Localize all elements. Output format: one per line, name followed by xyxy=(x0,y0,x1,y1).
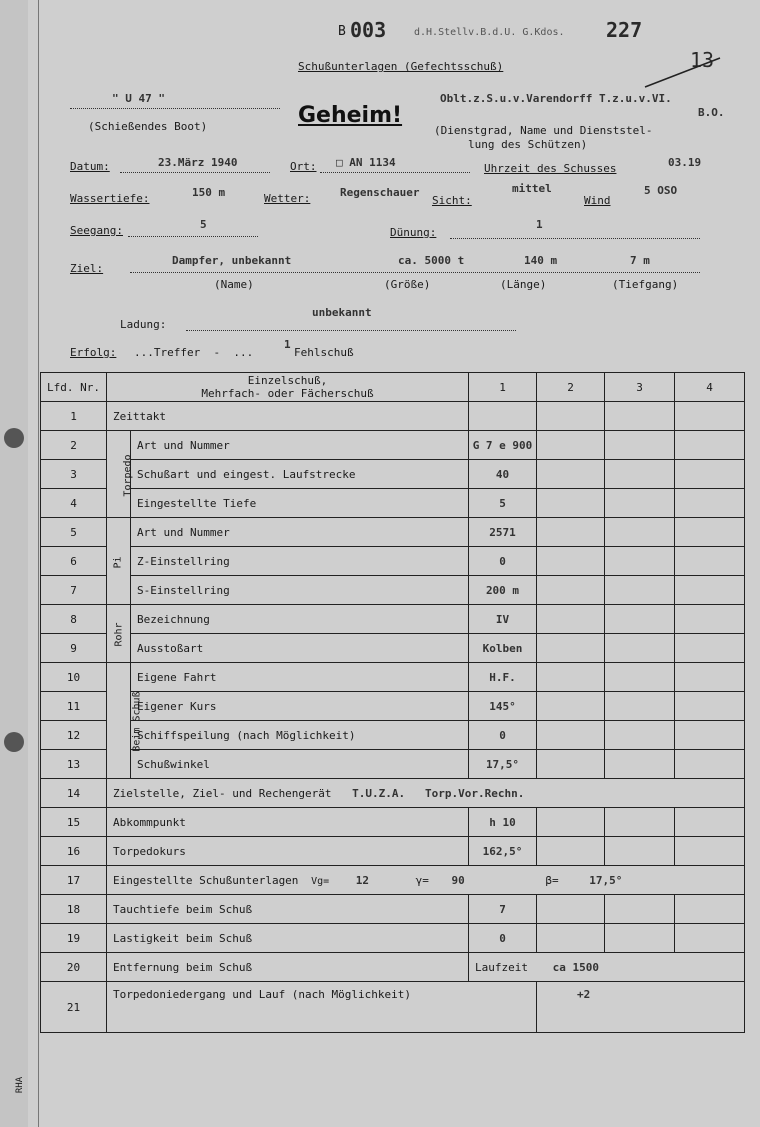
ziel-tiefgang: 7 m xyxy=(630,254,650,267)
row-nr: 17 xyxy=(41,866,107,895)
group-torpedo-label: Torpedo xyxy=(122,453,134,497)
document-title: Schußunterlagen (Gefechtsschuß) xyxy=(298,60,504,73)
table-row xyxy=(41,779,745,808)
row-value: h 10 xyxy=(469,808,537,837)
row-label: Schußwinkel xyxy=(131,750,469,779)
shooter-label-2: lung des Schützen) xyxy=(468,138,588,151)
ort-label: Ort: xyxy=(290,160,317,173)
duenung-value: 1 xyxy=(536,218,543,231)
row-empty xyxy=(605,895,675,924)
sicht-value: mittel xyxy=(512,182,552,195)
row-nr: 2 xyxy=(41,431,107,460)
row-empty xyxy=(675,808,745,837)
table-row xyxy=(41,721,745,750)
row-empty xyxy=(537,924,605,953)
datum-value: 23.März 1940 xyxy=(158,156,238,169)
row-empty xyxy=(675,692,745,721)
boat-dotline xyxy=(70,108,280,109)
row-empty xyxy=(537,576,605,605)
row-empty xyxy=(675,837,745,866)
row-label: Zeittakt xyxy=(107,402,469,431)
row-label: Ausstoßart xyxy=(131,634,469,663)
row-value: H.F. xyxy=(469,663,537,692)
row-empty xyxy=(675,663,745,692)
group-pi xyxy=(107,518,131,605)
row-empty xyxy=(605,721,675,750)
ziel-name: Dampfer, unbekannt xyxy=(172,254,292,267)
vg-label: Vg= xyxy=(311,875,330,887)
sicht-label: Sicht: xyxy=(432,194,472,207)
row-nr: 18 xyxy=(41,895,107,924)
boat-label: (Schießendes Boot) xyxy=(88,120,208,133)
row-nr: 15 xyxy=(41,808,107,837)
row-empty xyxy=(675,576,745,605)
table-row xyxy=(41,750,745,779)
row-empty xyxy=(537,547,605,576)
row-value: +2 xyxy=(537,982,745,1033)
header-nr-text: Lfd. Nr. xyxy=(47,380,100,394)
row-value: 145° xyxy=(469,692,537,721)
table-row xyxy=(41,402,745,431)
row-value: 200 m xyxy=(469,576,537,605)
ziel-dotline xyxy=(130,272,700,273)
table-row xyxy=(41,576,745,605)
row-empty xyxy=(605,634,675,663)
duenung-label: Dünung: xyxy=(390,226,437,239)
row-empty xyxy=(605,402,675,431)
erfolg-text-1: ...Treffer - ... xyxy=(134,346,254,359)
table-header-row xyxy=(41,373,745,402)
row-nr: 10 xyxy=(41,663,107,692)
shooter-value-2: B.O. xyxy=(698,106,725,119)
row-empty xyxy=(537,634,605,663)
doc-number-prefix: B xyxy=(338,24,346,39)
row-empty xyxy=(537,489,605,518)
name-label: (Name) xyxy=(214,278,254,291)
group-torpedo xyxy=(107,431,134,518)
row-label: Z-Einstellring xyxy=(131,547,469,576)
row-empty xyxy=(675,634,745,663)
margin-line xyxy=(38,0,39,1127)
group-pi-label: Pi xyxy=(112,555,124,569)
header-col-1: 1 xyxy=(469,373,537,402)
table-row xyxy=(41,982,745,1033)
duenung-dotline xyxy=(450,238,700,239)
row-empty xyxy=(537,721,605,750)
row-label: Eigener Kurs xyxy=(131,692,469,721)
row-nr: 4 xyxy=(41,489,107,518)
row-value: 40 xyxy=(469,460,537,489)
group-beim-schuss xyxy=(107,663,143,779)
row-empty xyxy=(537,895,605,924)
row-nr: 3 xyxy=(41,460,107,489)
header-desc-2: Mehrfach- oder Fächerschuß xyxy=(201,387,374,400)
seegang-dotline xyxy=(128,236,258,237)
row-empty xyxy=(605,576,675,605)
row-empty xyxy=(537,808,605,837)
row-empty xyxy=(537,431,605,460)
row-empty xyxy=(537,605,605,634)
row-value: G 7 e 900 xyxy=(469,431,537,460)
row-nr: 6 xyxy=(41,547,107,576)
row-empty xyxy=(675,489,745,518)
row-nr: 19 xyxy=(41,924,107,953)
vg-value: 12 xyxy=(355,873,369,887)
row-17-cell xyxy=(107,866,745,895)
ladung-value: unbekannt xyxy=(312,306,372,319)
row-nr: 20 xyxy=(41,953,107,982)
shooter-label-1: (Dienstgrad, Name und Dienststel- xyxy=(434,124,653,137)
table-row xyxy=(41,953,745,982)
row-label: Eingestellte Schußunterlagen xyxy=(113,873,299,887)
shooter-value-1: Oblt.z.S.u.v.Varendorff T.z.u.v.VI. xyxy=(440,92,672,105)
row-nr: 12 xyxy=(41,721,107,750)
header-col-4: 4 xyxy=(675,373,745,402)
row-label: Zielstelle, Ziel- und Rechengerät xyxy=(113,786,332,800)
group-beim-schuss-label: Beim Schuß xyxy=(131,691,143,752)
row-value: Kolben xyxy=(469,634,537,663)
wassertiefe-value: 150 m xyxy=(192,186,226,199)
group-rohr-label: Rohr xyxy=(113,622,125,647)
row-empty xyxy=(675,721,745,750)
uhrzeit-label: Uhrzeit des Schusses xyxy=(484,162,617,175)
gamma-value: 90 xyxy=(451,873,465,887)
row-empty xyxy=(605,692,675,721)
row-value: 0 xyxy=(469,924,537,953)
header-col-3: 3 xyxy=(605,373,675,402)
row-value: ca 1500 xyxy=(552,960,599,974)
ort-value: □ AN 1134 xyxy=(336,156,396,169)
datum-label: Datum: xyxy=(70,160,110,173)
row-20-value-cell xyxy=(469,953,745,982)
header-desc xyxy=(107,373,469,402)
row-value: 17,5° xyxy=(469,750,537,779)
row-value xyxy=(469,402,537,431)
laufzeit-label: Laufzeit xyxy=(475,960,528,974)
wind-label: Wind xyxy=(584,194,611,207)
tiefgang-label: (Tiefgang) xyxy=(612,278,679,291)
row-empty xyxy=(605,750,675,779)
erfolg-label: Erfolg: xyxy=(70,346,117,359)
erfolg-text-2: Fehlschuß xyxy=(294,346,354,359)
table-row xyxy=(41,431,745,460)
beta-value: 17,5° xyxy=(589,873,623,887)
row-nr: 1 xyxy=(41,402,107,431)
ziel-label: Ziel: xyxy=(70,262,104,275)
row-empty xyxy=(675,518,745,547)
table-row xyxy=(41,837,745,866)
row-label: Art und Nummer xyxy=(131,431,469,460)
row-empty xyxy=(675,750,745,779)
row-label: Entfernung beim Schuß xyxy=(107,953,469,982)
group-rohr xyxy=(107,605,131,663)
row-empty xyxy=(537,692,605,721)
header-col-2: 2 xyxy=(537,373,605,402)
row-nr: 11 xyxy=(41,692,107,721)
row-empty xyxy=(537,663,605,692)
row-label: Abkommpunkt xyxy=(107,808,469,837)
row-empty xyxy=(605,808,675,837)
row-empty xyxy=(537,402,605,431)
wetter-value: Regenschauer xyxy=(340,186,420,199)
punch-hole-icon xyxy=(4,732,24,752)
row-label: Schiffspeilung (nach Möglichkeit) xyxy=(131,721,469,750)
row-label: Eigene Fahrt xyxy=(131,663,469,692)
corner-mark: 13 xyxy=(690,48,715,72)
table-row xyxy=(41,808,745,837)
row-empty xyxy=(675,547,745,576)
row-empty xyxy=(605,605,675,634)
row-value: T.U.Z.A. Torp.Vor.Rechn. xyxy=(352,786,525,800)
row-label: Tauchtiefe beim Schuß xyxy=(107,895,469,924)
header-desc-1: Einzelschuß, xyxy=(247,374,328,387)
row-nr: 21 xyxy=(41,982,107,1033)
row-nr: 9 xyxy=(41,634,107,663)
doc-number-2: 227 xyxy=(606,18,643,42)
wind-value: 5 OSO xyxy=(644,184,678,197)
seegang-value: 5 xyxy=(200,218,207,231)
table-row xyxy=(41,489,745,518)
row-empty xyxy=(605,460,675,489)
table-row xyxy=(41,663,745,692)
ziel-groesse: ca. 5000 t xyxy=(398,254,465,267)
row-nr: 16 xyxy=(41,837,107,866)
wetter-label: Wetter: xyxy=(264,192,311,205)
row-empty xyxy=(605,547,675,576)
boat-value: " U 47 " xyxy=(112,92,165,105)
row-empty xyxy=(605,518,675,547)
row-empty xyxy=(675,895,745,924)
uhrzeit-value: 03.19 xyxy=(668,156,702,169)
doc-number-text: d.H.Stellv.B.d.U. G.Kdos. xyxy=(414,27,565,38)
header-nr xyxy=(41,373,107,402)
table-row xyxy=(41,634,745,663)
row-nr: 7 xyxy=(41,576,107,605)
margin-text: RHA xyxy=(15,1076,26,1094)
table-row xyxy=(41,547,745,576)
row-empty xyxy=(537,750,605,779)
table-row xyxy=(41,605,745,634)
row-value: 7 xyxy=(469,895,537,924)
datum-dotline xyxy=(120,172,270,173)
row-label: S-Einstellring xyxy=(131,576,469,605)
seegang-label: Seegang: xyxy=(70,224,123,237)
gamma-label: γ= xyxy=(415,873,429,887)
row-14-cell xyxy=(107,779,745,808)
row-nr: 14 xyxy=(41,779,107,808)
row-empty xyxy=(675,431,745,460)
punch-hole-icon xyxy=(4,428,24,448)
row-value: 5 xyxy=(469,489,537,518)
row-empty xyxy=(537,518,605,547)
row-empty xyxy=(537,460,605,489)
row-empty xyxy=(605,489,675,518)
row-value: 162,5° xyxy=(469,837,537,866)
table-row xyxy=(41,460,745,489)
laenge-label: (Länge) xyxy=(500,278,547,291)
beta-label: β= xyxy=(545,873,559,887)
page-margin xyxy=(0,0,28,1127)
table-row xyxy=(41,895,745,924)
row-empty xyxy=(675,924,745,953)
row-nr: 5 xyxy=(41,518,107,547)
row-label: Bezeichnung xyxy=(131,605,469,634)
doc-number: 003 xyxy=(350,18,387,42)
erfolg-value: 1 xyxy=(284,338,291,351)
row-value: 0 xyxy=(469,547,537,576)
row-empty xyxy=(675,605,745,634)
ort-dotline xyxy=(320,172,470,173)
row-empty xyxy=(605,431,675,460)
row-empty xyxy=(605,663,675,692)
secret-stamp: Geheim! xyxy=(298,103,403,128)
row-label: Art und Nummer xyxy=(131,518,469,547)
firing-data-table xyxy=(40,372,745,1033)
row-value: IV xyxy=(469,605,537,634)
ziel-laenge: 140 m xyxy=(524,254,558,267)
row-value: 2571 xyxy=(469,518,537,547)
row-empty xyxy=(675,460,745,489)
corner-scribble-icon xyxy=(640,52,730,92)
table-row xyxy=(41,866,745,895)
row-empty xyxy=(675,402,745,431)
row-value: 0 xyxy=(469,721,537,750)
row-nr: 8 xyxy=(41,605,107,634)
row-empty xyxy=(605,837,675,866)
row-label: Lastigkeit beim Schuß xyxy=(107,924,469,953)
row-label: Eingestellte Tiefe xyxy=(131,489,469,518)
row-nr: 13 xyxy=(41,750,107,779)
row-label: Torpedokurs xyxy=(107,837,469,866)
ladung-label: Ladung: xyxy=(120,318,167,331)
row-empty xyxy=(605,924,675,953)
row-empty xyxy=(537,837,605,866)
row-label: Schußart und eingest. Laufstrecke xyxy=(131,460,469,489)
table-row xyxy=(41,518,745,547)
groesse-label: (Größe) xyxy=(384,278,431,291)
wassertiefe-label: Wassertiefe: xyxy=(70,192,150,205)
row-label: Torpedoniedergang und Lauf (nach Möglichkeit) xyxy=(107,982,537,1033)
table-row xyxy=(41,692,745,721)
ladung-dotline xyxy=(186,330,516,331)
table-row xyxy=(41,924,745,953)
